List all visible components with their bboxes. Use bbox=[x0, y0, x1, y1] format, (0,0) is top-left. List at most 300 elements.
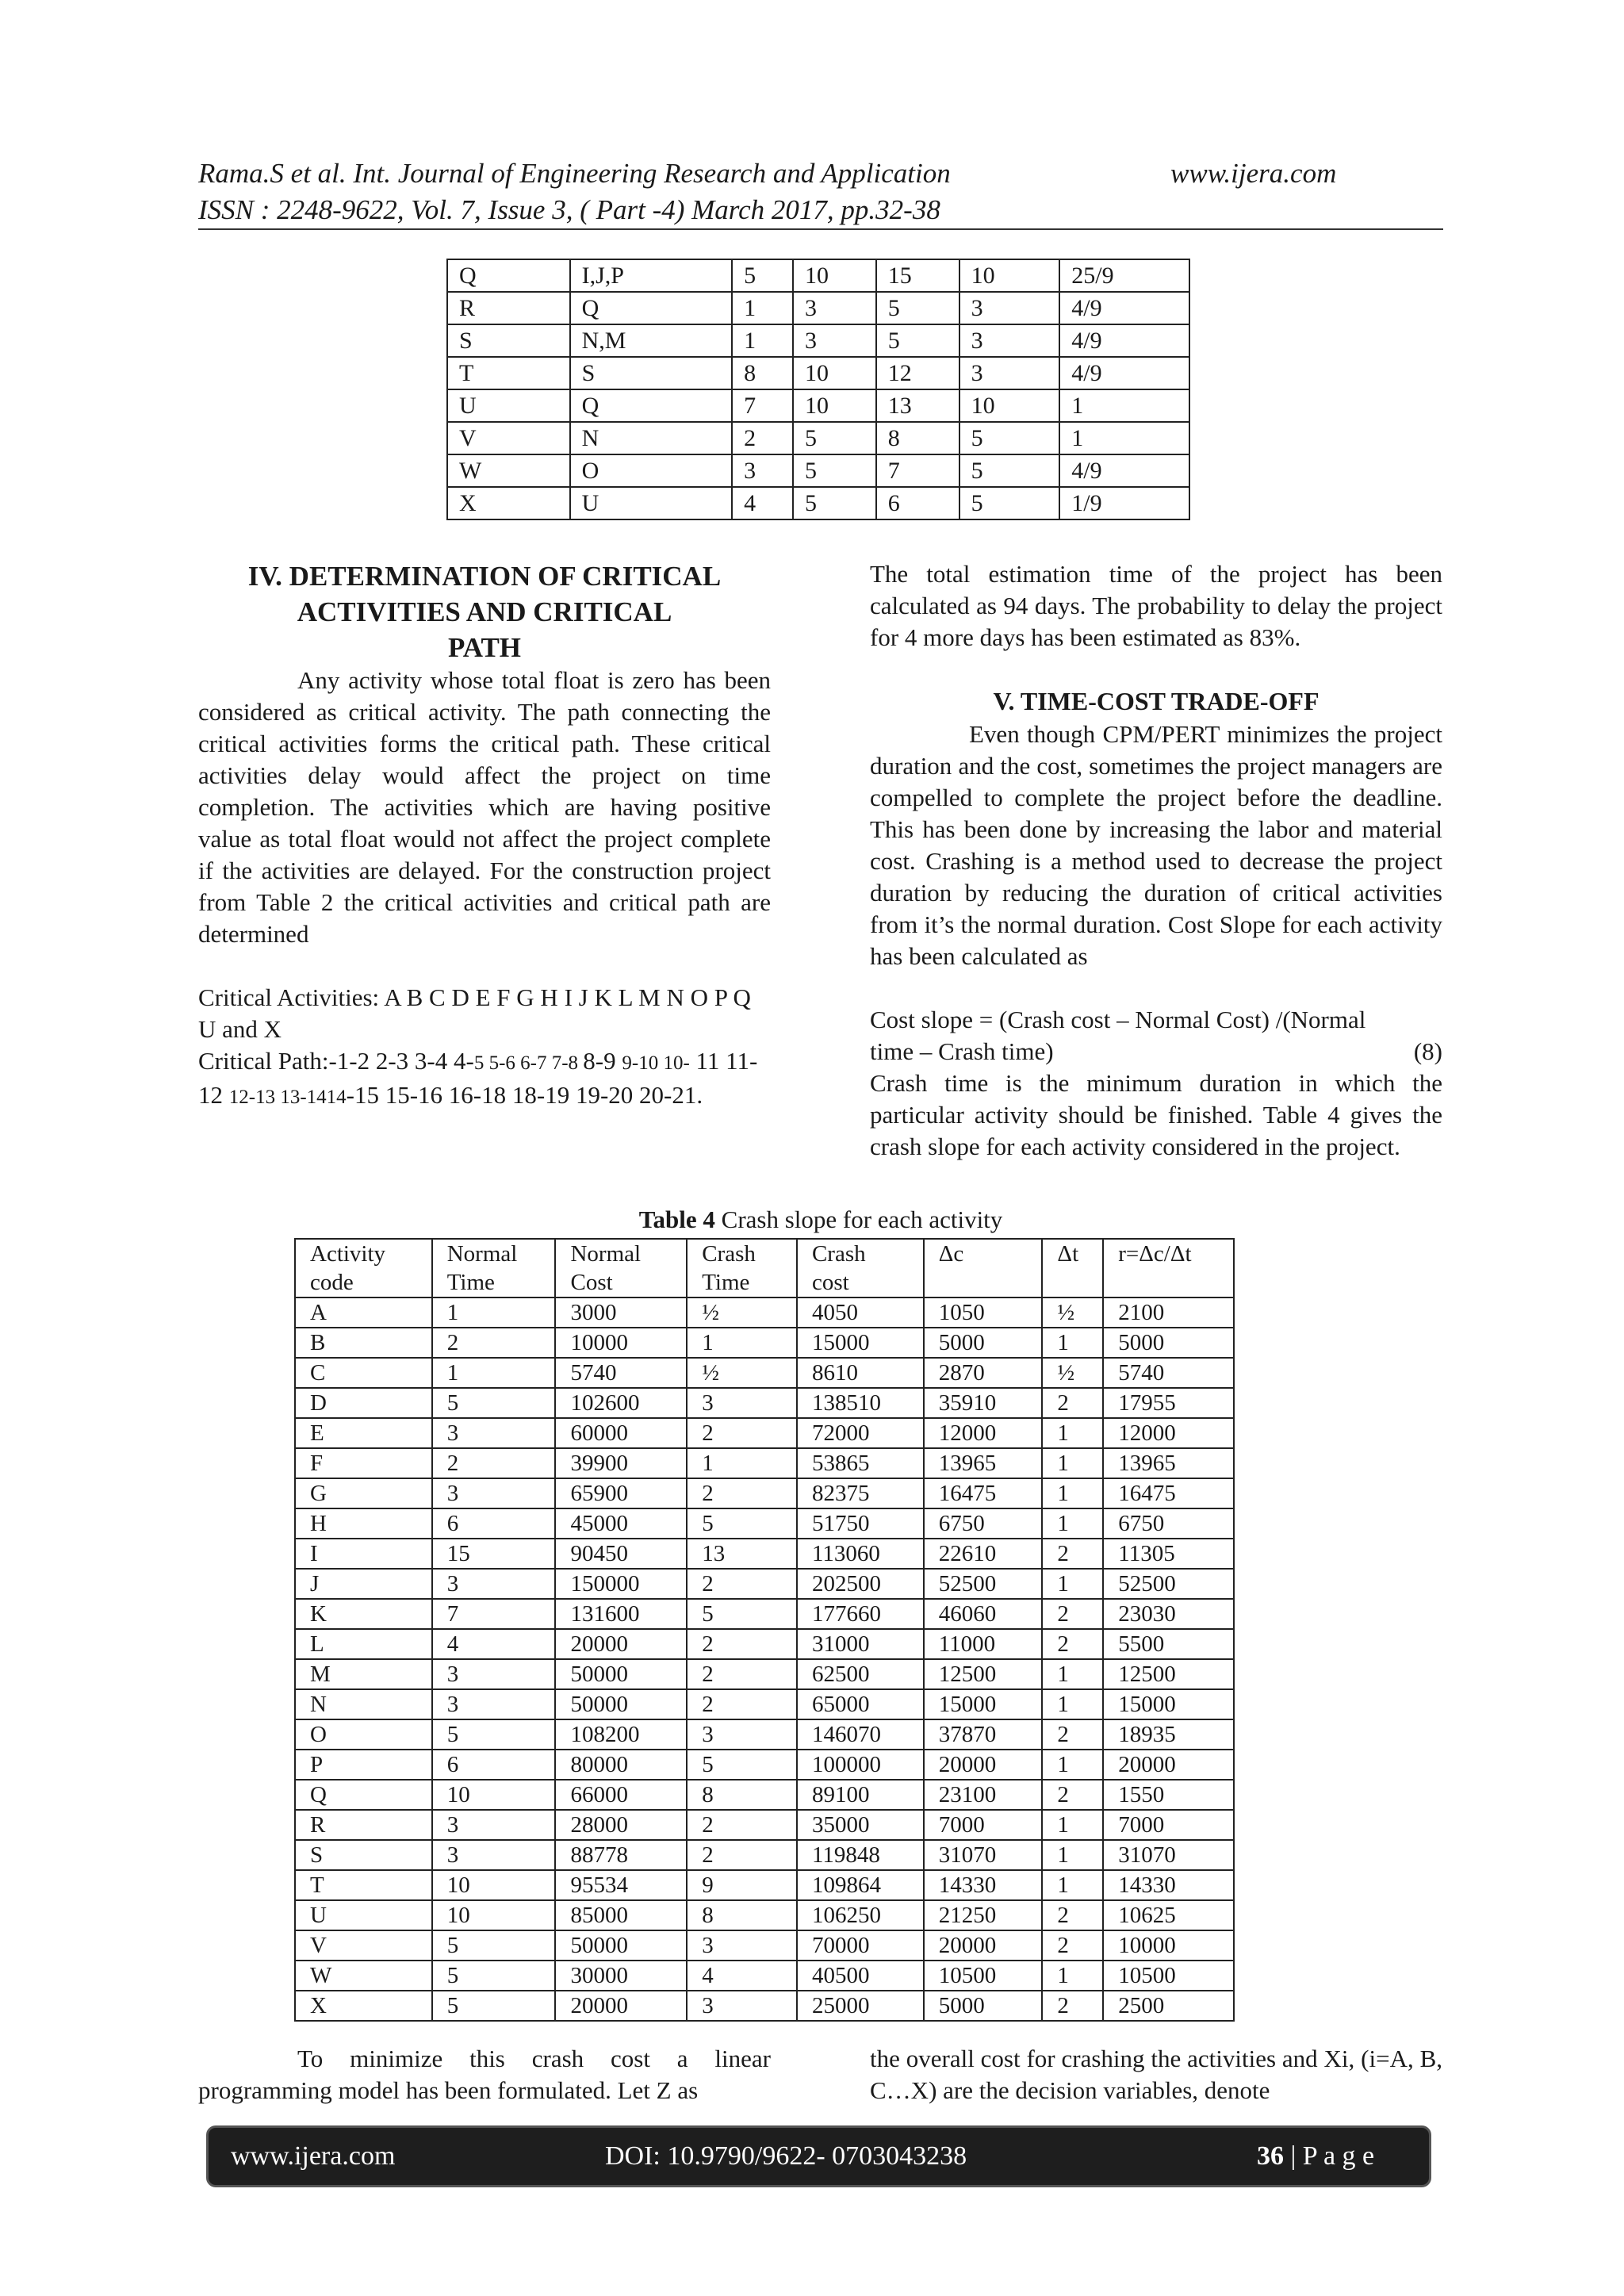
table-cell: 138510 bbox=[797, 1388, 924, 1418]
page-number: 36 bbox=[1257, 2141, 1284, 2171]
table-cell: 7000 bbox=[1103, 1810, 1234, 1840]
table-cell: 5 bbox=[432, 1991, 556, 2021]
table-cell: 22610 bbox=[924, 1539, 1043, 1569]
table-cell: 3 bbox=[959, 324, 1060, 357]
column-header-line: Crash bbox=[811, 1241, 866, 1267]
table-cell: 53865 bbox=[797, 1448, 924, 1478]
section4-paragraph: Any activity whose total float is zero has been considered as critical activity. The path connecting the critical activities forms the critical path. These critical activities delay would affect the project on time completion. The activities which are having positive value as total float would not affect the project complete if the activities are delayed. For the construction project from Table 2 the critical activities and critical path are determined bbox=[198, 666, 771, 948]
table-cell: 5740 bbox=[1103, 1358, 1234, 1388]
table-cell: 3 bbox=[432, 1569, 556, 1599]
issn-line: ISSN : 2248-9622, Vol. 7, Issue 3, ( Part -4) March 2017, pp.32-38 bbox=[198, 194, 940, 225]
table-cell: 1 bbox=[432, 1358, 556, 1388]
table-cell: 8 bbox=[876, 422, 959, 454]
section5-heading: V. TIME-COST TRADE-OFF bbox=[993, 687, 1320, 715]
table-cell: 31000 bbox=[797, 1629, 924, 1659]
table-cell: 1 bbox=[687, 1448, 797, 1478]
table-cell: H bbox=[295, 1508, 432, 1539]
table-cell: 10500 bbox=[1103, 1961, 1234, 1991]
table4-caption bbox=[198, 1204, 1443, 1236]
table-cell: 6 bbox=[432, 1508, 556, 1539]
footer-page bbox=[1257, 2128, 1374, 2185]
table-cell: 5 bbox=[432, 1388, 556, 1418]
table-cell: 65000 bbox=[797, 1689, 924, 1719]
table-cell: ½ bbox=[687, 1358, 797, 1388]
table-cell: 5 bbox=[687, 1508, 797, 1539]
table-cell: 2 bbox=[1042, 1930, 1103, 1961]
table-cell: Q bbox=[570, 292, 733, 324]
table-cell: 3 bbox=[432, 1659, 556, 1689]
table-cell: 3 bbox=[793, 292, 876, 324]
table-row bbox=[295, 1719, 1234, 1750]
table-cell: 28000 bbox=[555, 1810, 687, 1840]
table-row bbox=[295, 1780, 1234, 1810]
table-cell: 2 bbox=[1042, 1539, 1103, 1569]
table-cell: 5 bbox=[687, 1750, 797, 1780]
table-cell: Q bbox=[570, 389, 733, 422]
column-header-line: Normal bbox=[570, 1241, 642, 1267]
table-cell: L bbox=[295, 1629, 432, 1659]
table-cell: 20000 bbox=[924, 1750, 1043, 1780]
table-cell: 1 bbox=[1042, 1870, 1103, 1900]
table-cell: J bbox=[295, 1569, 432, 1599]
table-cell: 18935 bbox=[1103, 1719, 1234, 1750]
journal-url[interactable]: www.ijera.com bbox=[1170, 158, 1337, 189]
table-cell: 5 bbox=[432, 1961, 556, 1991]
table-cell: Q bbox=[295, 1780, 432, 1810]
table-cell: 3 bbox=[432, 1840, 556, 1870]
critical-path-line2a: 11 11-12 bbox=[198, 1047, 758, 1109]
table-row bbox=[295, 1599, 1234, 1629]
lp-model-text-right: the overall cost for crashing the activities and Xi, (i=A, B, C…X) are the decision variables, denote bbox=[870, 2045, 1442, 2104]
table-cell: A bbox=[295, 1297, 432, 1328]
table-cell: R bbox=[295, 1810, 432, 1840]
journal-title: Rama.S et al. Int. Journal of Engineering Research and Application bbox=[198, 158, 951, 189]
table-row bbox=[295, 1388, 1234, 1418]
critical-path-small2: 9-10 10- bbox=[622, 1052, 690, 1074]
table-cell: 5 bbox=[959, 454, 1060, 487]
table-cell: 7000 bbox=[924, 1810, 1043, 1840]
table-cell: 3 bbox=[687, 1388, 797, 1418]
table-cell: 119848 bbox=[797, 1840, 924, 1870]
table-row bbox=[295, 1418, 1234, 1448]
formula-number: (8) bbox=[1413, 1037, 1442, 1065]
table-cell: 3 bbox=[687, 1930, 797, 1961]
table-row bbox=[295, 1961, 1234, 1991]
table-cell: 5 bbox=[793, 487, 876, 519]
table-cell: 62500 bbox=[797, 1659, 924, 1689]
table-cell: 1 bbox=[1042, 1569, 1103, 1599]
table-cell: 50000 bbox=[555, 1659, 687, 1689]
table-cell: V bbox=[447, 422, 570, 454]
footer-doi[interactable]: DOI: 10.9790/9622- 0703043238 bbox=[605, 2141, 967, 2171]
table-row bbox=[447, 357, 1189, 389]
table-row bbox=[295, 1539, 1234, 1569]
column-header bbox=[555, 1239, 687, 1297]
table-cell: 10000 bbox=[555, 1328, 687, 1358]
column-header-line: Normal bbox=[446, 1241, 518, 1267]
table-cell: 1 bbox=[1042, 1478, 1103, 1508]
table-cell: 3 bbox=[432, 1810, 556, 1840]
table-row bbox=[447, 324, 1189, 357]
table-cell: 35000 bbox=[797, 1810, 924, 1840]
table-cell: 4 bbox=[432, 1629, 556, 1659]
column-header-line: Cost bbox=[570, 1270, 613, 1295]
table-row bbox=[447, 389, 1189, 422]
table-cell: ½ bbox=[687, 1297, 797, 1328]
table-cell: 51750 bbox=[797, 1508, 924, 1539]
column-header bbox=[797, 1239, 924, 1297]
table-cell: 3 bbox=[959, 292, 1060, 324]
table-cell: Q bbox=[447, 259, 570, 292]
table-cell: 11000 bbox=[924, 1629, 1043, 1659]
table-cell: 2 bbox=[687, 1810, 797, 1840]
table-cell: 8610 bbox=[797, 1358, 924, 1388]
table-cell: 1 bbox=[1042, 1508, 1103, 1539]
table-cell: U bbox=[570, 487, 733, 519]
table-cell: 2 bbox=[687, 1418, 797, 1448]
table-cell: 2 bbox=[687, 1840, 797, 1870]
table-cell: 39900 bbox=[555, 1448, 687, 1478]
table-cell: 6 bbox=[876, 487, 959, 519]
table-row bbox=[295, 1659, 1234, 1689]
table-cell: 1 bbox=[1042, 1750, 1103, 1780]
table-row bbox=[295, 1569, 1234, 1599]
table-cell: 5 bbox=[432, 1930, 556, 1961]
table-cell: I bbox=[295, 1539, 432, 1569]
table-row bbox=[295, 1478, 1234, 1508]
table-cell: 15 bbox=[876, 259, 959, 292]
table-cell: V bbox=[295, 1930, 432, 1961]
table-cell: 12000 bbox=[1103, 1418, 1234, 1448]
table-cell: 2 bbox=[687, 1659, 797, 1689]
table-cell: 1550 bbox=[1103, 1780, 1234, 1810]
table-cell: 21250 bbox=[924, 1900, 1043, 1930]
table-cell: 31070 bbox=[924, 1840, 1043, 1870]
table-cell: 5 bbox=[687, 1599, 797, 1629]
column-header bbox=[924, 1239, 1043, 1297]
table-row bbox=[295, 1689, 1234, 1719]
table-cell: 10 bbox=[432, 1870, 556, 1900]
table-cell: 50000 bbox=[555, 1689, 687, 1719]
table-row bbox=[447, 422, 1189, 454]
table-cell: S bbox=[447, 324, 570, 357]
column-header-line: Time bbox=[446, 1270, 495, 1295]
table4-caption-label: Table 4 bbox=[638, 1205, 715, 1233]
table-cell: 88778 bbox=[555, 1840, 687, 1870]
section5-paragraph2: Crash time is the minimum duration in which the particular activity should be finished. Table 4 gives the crash slope for each activity considered in the project. bbox=[870, 1069, 1442, 1160]
table-cell: 1050 bbox=[924, 1297, 1043, 1328]
table-cell: 4 bbox=[732, 487, 793, 519]
table-cell: 2 bbox=[1042, 1629, 1103, 1659]
table-cell: 2 bbox=[687, 1629, 797, 1659]
table-cell: 3 bbox=[432, 1689, 556, 1719]
table-cell: F bbox=[295, 1448, 432, 1478]
table-cell: 4050 bbox=[797, 1297, 924, 1328]
crash-slope-table bbox=[294, 1238, 1235, 2022]
table-cell: 80000 bbox=[555, 1750, 687, 1780]
table-cell: X bbox=[447, 487, 570, 519]
table-cell: K bbox=[295, 1599, 432, 1629]
column-header-line: Δt bbox=[1057, 1241, 1079, 1267]
table-cell: 31070 bbox=[1103, 1840, 1234, 1870]
table-cell: T bbox=[295, 1870, 432, 1900]
table-cell: 5 bbox=[876, 324, 959, 357]
table-cell: 66000 bbox=[555, 1780, 687, 1810]
table-cell: 25/9 bbox=[1059, 259, 1189, 292]
table-cell: 2 bbox=[1042, 1599, 1103, 1629]
critical-path bbox=[198, 1045, 771, 1114]
table-cell: W bbox=[295, 1961, 432, 1991]
section4-heading bbox=[198, 558, 771, 665]
column-header bbox=[687, 1239, 797, 1297]
table-cell: 90450 bbox=[555, 1539, 687, 1569]
table-cell: 109864 bbox=[797, 1870, 924, 1900]
table-cell: 5500 bbox=[1103, 1629, 1234, 1659]
table-cell: 5 bbox=[793, 422, 876, 454]
table-row bbox=[295, 1297, 1234, 1328]
table-cell: O bbox=[295, 1719, 432, 1750]
table-cell: S bbox=[570, 357, 733, 389]
table-cell: X bbox=[295, 1991, 432, 2021]
table-cell: 95534 bbox=[555, 1870, 687, 1900]
column-header bbox=[432, 1239, 556, 1297]
table-cell: 4/9 bbox=[1059, 357, 1189, 389]
table-row bbox=[295, 1810, 1234, 1840]
table-cell: 2870 bbox=[924, 1358, 1043, 1388]
table-cell: 20000 bbox=[555, 1629, 687, 1659]
table-cell: 12 bbox=[876, 357, 959, 389]
table-cell: 5 bbox=[432, 1719, 556, 1750]
table-row bbox=[295, 1508, 1234, 1539]
table-cell: 106250 bbox=[797, 1900, 924, 1930]
table-cell: G bbox=[295, 1478, 432, 1508]
table-cell: 100000 bbox=[797, 1750, 924, 1780]
table-cell: 13965 bbox=[924, 1448, 1043, 1478]
table-cell: 10 bbox=[959, 259, 1060, 292]
table-cell: 2 bbox=[1042, 1991, 1103, 2021]
table-cell: 6750 bbox=[924, 1508, 1043, 1539]
table-cell: 37870 bbox=[924, 1719, 1043, 1750]
table-cell: 50000 bbox=[555, 1930, 687, 1961]
table-row bbox=[295, 1900, 1234, 1930]
table-row bbox=[295, 1750, 1234, 1780]
table-cell: 2 bbox=[432, 1328, 556, 1358]
table-cell: 13 bbox=[687, 1539, 797, 1569]
table-row bbox=[447, 487, 1189, 519]
table-cell: 17955 bbox=[1103, 1388, 1234, 1418]
column-header-line: cost bbox=[811, 1270, 849, 1295]
table-cell: 11305 bbox=[1103, 1539, 1234, 1569]
table-cell: 10000 bbox=[1103, 1930, 1234, 1961]
table-cell: 2 bbox=[1042, 1780, 1103, 1810]
table-cell: 3 bbox=[432, 1478, 556, 1508]
table-cell: 2 bbox=[687, 1689, 797, 1719]
table4-caption-text: Crash slope for each activity bbox=[714, 1205, 1003, 1233]
table-cell: 5 bbox=[793, 454, 876, 487]
table-cell: 5 bbox=[732, 259, 793, 292]
critical-path-small3: 12-13 13-1414 bbox=[228, 1087, 347, 1108]
table-cell: 14330 bbox=[1103, 1870, 1234, 1900]
table-cell: N,M bbox=[570, 324, 733, 357]
table-cell: 10625 bbox=[1103, 1900, 1234, 1930]
table-cell: 12500 bbox=[924, 1659, 1043, 1689]
table-cell: W bbox=[447, 454, 570, 487]
table-cell: 5000 bbox=[924, 1991, 1043, 2021]
table-cell: 60000 bbox=[555, 1418, 687, 1448]
table-cell: 65900 bbox=[555, 1478, 687, 1508]
critical-path-small1: 5 5-6 6-7 7-8 bbox=[473, 1052, 584, 1074]
table-cell: 8 bbox=[732, 357, 793, 389]
table-cell: 14330 bbox=[924, 1870, 1043, 1900]
table-cell: 1 bbox=[1042, 1810, 1103, 1840]
table-cell: 15 bbox=[432, 1539, 556, 1569]
table-cell: U bbox=[295, 1900, 432, 1930]
table-cell: 2 bbox=[687, 1478, 797, 1508]
table-cell: 5000 bbox=[924, 1328, 1043, 1358]
table-cell: 52500 bbox=[1103, 1569, 1234, 1599]
table-row bbox=[295, 1840, 1234, 1870]
column-header-line: code bbox=[310, 1270, 354, 1295]
table-cell: 3 bbox=[687, 1719, 797, 1750]
table-cell: D bbox=[295, 1388, 432, 1418]
column-header bbox=[295, 1239, 432, 1297]
column-header bbox=[1042, 1239, 1103, 1297]
table-cell: O bbox=[570, 454, 733, 487]
table-cell: 20000 bbox=[555, 1991, 687, 2021]
table-cell: 70000 bbox=[797, 1930, 924, 1961]
table-cell: 5 bbox=[959, 422, 1060, 454]
column-header-line: Time bbox=[702, 1270, 750, 1295]
table-cell: M bbox=[295, 1659, 432, 1689]
table-cell: 40500 bbox=[797, 1961, 924, 1991]
table-cell: 2 bbox=[732, 422, 793, 454]
page-label: | P a g e bbox=[1284, 2141, 1375, 2171]
table-cell: 5 bbox=[876, 292, 959, 324]
table-cell: 4 bbox=[687, 1961, 797, 1991]
section4-heading-line1: IV. DETERMINATION OF CRITICAL bbox=[247, 561, 722, 592]
table-cell: 10 bbox=[793, 259, 876, 292]
table-row bbox=[295, 1930, 1234, 1961]
table-cell: 10 bbox=[432, 1900, 556, 1930]
table-cell: 8 bbox=[687, 1900, 797, 1930]
footer-url[interactable]: www.ijera.com bbox=[231, 2141, 396, 2171]
table-row bbox=[447, 259, 1189, 292]
table-cell: 113060 bbox=[797, 1539, 924, 1569]
table-cell: 10 bbox=[432, 1780, 556, 1810]
table-cell: N bbox=[295, 1689, 432, 1719]
section5-paragraph: Even though CPM/PERT minimizes the project duration and the cost, sometimes the project managers are compelled to complete the project before the deadline. This has been done by increasing the labor and material cost. Crashing is a method used to decrease the project duration by reducing the duration of critical activities from it’s the normal duration. Cost Slope for each activity has been calculated as bbox=[870, 720, 1442, 970]
table-cell: 131600 bbox=[555, 1599, 687, 1629]
table-row bbox=[295, 1991, 1234, 2021]
table-cell: 72000 bbox=[797, 1418, 924, 1448]
table-cell: 12000 bbox=[924, 1418, 1043, 1448]
table-cell: T bbox=[447, 357, 570, 389]
table-cell: 8 bbox=[687, 1780, 797, 1810]
table-cell: 1 bbox=[432, 1297, 556, 1328]
table-cell: 3 bbox=[793, 324, 876, 357]
table-cell: C bbox=[295, 1358, 432, 1388]
table-cell: P bbox=[295, 1750, 432, 1780]
table-cell: 5740 bbox=[555, 1358, 687, 1388]
critical-path-prefix: Critical Path:-1-2 2-3 3-4 4- bbox=[198, 1047, 474, 1075]
table-cell: S bbox=[295, 1840, 432, 1870]
table-cell: 6750 bbox=[1103, 1508, 1234, 1539]
table-row bbox=[447, 454, 1189, 487]
table-cell: 30000 bbox=[555, 1961, 687, 1991]
page-footer bbox=[206, 2125, 1431, 2187]
table-cell: 35910 bbox=[924, 1388, 1043, 1418]
section4-heading-line2: ACTIVITIES AND CRITICAL bbox=[297, 596, 672, 627]
table-row bbox=[295, 1629, 1234, 1659]
table-cell: 7 bbox=[432, 1599, 556, 1629]
table-cell: 15000 bbox=[924, 1689, 1043, 1719]
table-cell: 146070 bbox=[797, 1719, 924, 1750]
table-cell: 1 bbox=[1059, 389, 1189, 422]
table-cell: 1 bbox=[1042, 1448, 1103, 1478]
critical-path-mid: 8-9 bbox=[583, 1047, 622, 1075]
table-cell: 85000 bbox=[555, 1900, 687, 1930]
section4-heading-line3: PATH bbox=[447, 632, 522, 663]
column-header-line: Δc bbox=[938, 1241, 964, 1267]
table-cell: B bbox=[295, 1328, 432, 1358]
table-row bbox=[295, 1358, 1234, 1388]
table-cell: ½ bbox=[1042, 1297, 1103, 1328]
column-header-line: Crash bbox=[702, 1241, 756, 1267]
table-cell: 1 bbox=[1042, 1328, 1103, 1358]
table-row bbox=[295, 1328, 1234, 1358]
table-cell: 1 bbox=[1059, 422, 1189, 454]
table-cell: 10 bbox=[959, 389, 1060, 422]
table-cell: 2100 bbox=[1103, 1297, 1234, 1328]
table-cell: 3 bbox=[432, 1418, 556, 1448]
table-cell: 13965 bbox=[1103, 1448, 1234, 1478]
table-cell: 23100 bbox=[924, 1780, 1043, 1810]
table-cell: N bbox=[570, 422, 733, 454]
column-header-line: Activity bbox=[310, 1241, 386, 1267]
table-cell: 89100 bbox=[797, 1780, 924, 1810]
table-cell: 5000 bbox=[1103, 1328, 1234, 1358]
table-cell: 82375 bbox=[797, 1478, 924, 1508]
table-cell: 5 bbox=[959, 487, 1060, 519]
table-cell: 2 bbox=[432, 1448, 556, 1478]
table-cell: 2500 bbox=[1103, 1991, 1234, 2021]
table-cell: 23030 bbox=[1103, 1599, 1234, 1629]
table-cell: 1 bbox=[1042, 1418, 1103, 1448]
formula-line2: time – Crash time) bbox=[870, 1037, 1054, 1065]
table-cell: 7 bbox=[732, 389, 793, 422]
critical-path-rest: -15 15-16 16-18 18-19 19-20 20-21. bbox=[346, 1081, 703, 1109]
table-cell: 16475 bbox=[924, 1478, 1043, 1508]
table-cell: E bbox=[295, 1418, 432, 1448]
critical-activities: Critical Activities: A B C D E F G H I J K L M N O P Q U and X bbox=[198, 983, 751, 1043]
table-cell: 1 bbox=[732, 292, 793, 324]
table-cell: 3000 bbox=[555, 1297, 687, 1328]
table-cell: 1/9 bbox=[1059, 487, 1189, 519]
table-cell: 2 bbox=[1042, 1388, 1103, 1418]
column-header bbox=[1103, 1239, 1234, 1297]
table-cell: ½ bbox=[1042, 1358, 1103, 1388]
table-cell: 13 bbox=[876, 389, 959, 422]
table-cell: 1 bbox=[687, 1328, 797, 1358]
project-estimation-text: The total estimation time of the project has been calculated as 94 days. The probability to delay the project for 4 more days has been estimated as 83%. bbox=[870, 560, 1442, 651]
header-rule bbox=[198, 228, 1443, 230]
table-cell: 3 bbox=[687, 1991, 797, 2021]
table-cell: R bbox=[447, 292, 570, 324]
table-cell: 102600 bbox=[555, 1388, 687, 1418]
column-header-line: r=Δc/Δt bbox=[1118, 1241, 1192, 1267]
table-cell: 20000 bbox=[924, 1930, 1043, 1961]
table-cell: 12500 bbox=[1103, 1659, 1234, 1689]
